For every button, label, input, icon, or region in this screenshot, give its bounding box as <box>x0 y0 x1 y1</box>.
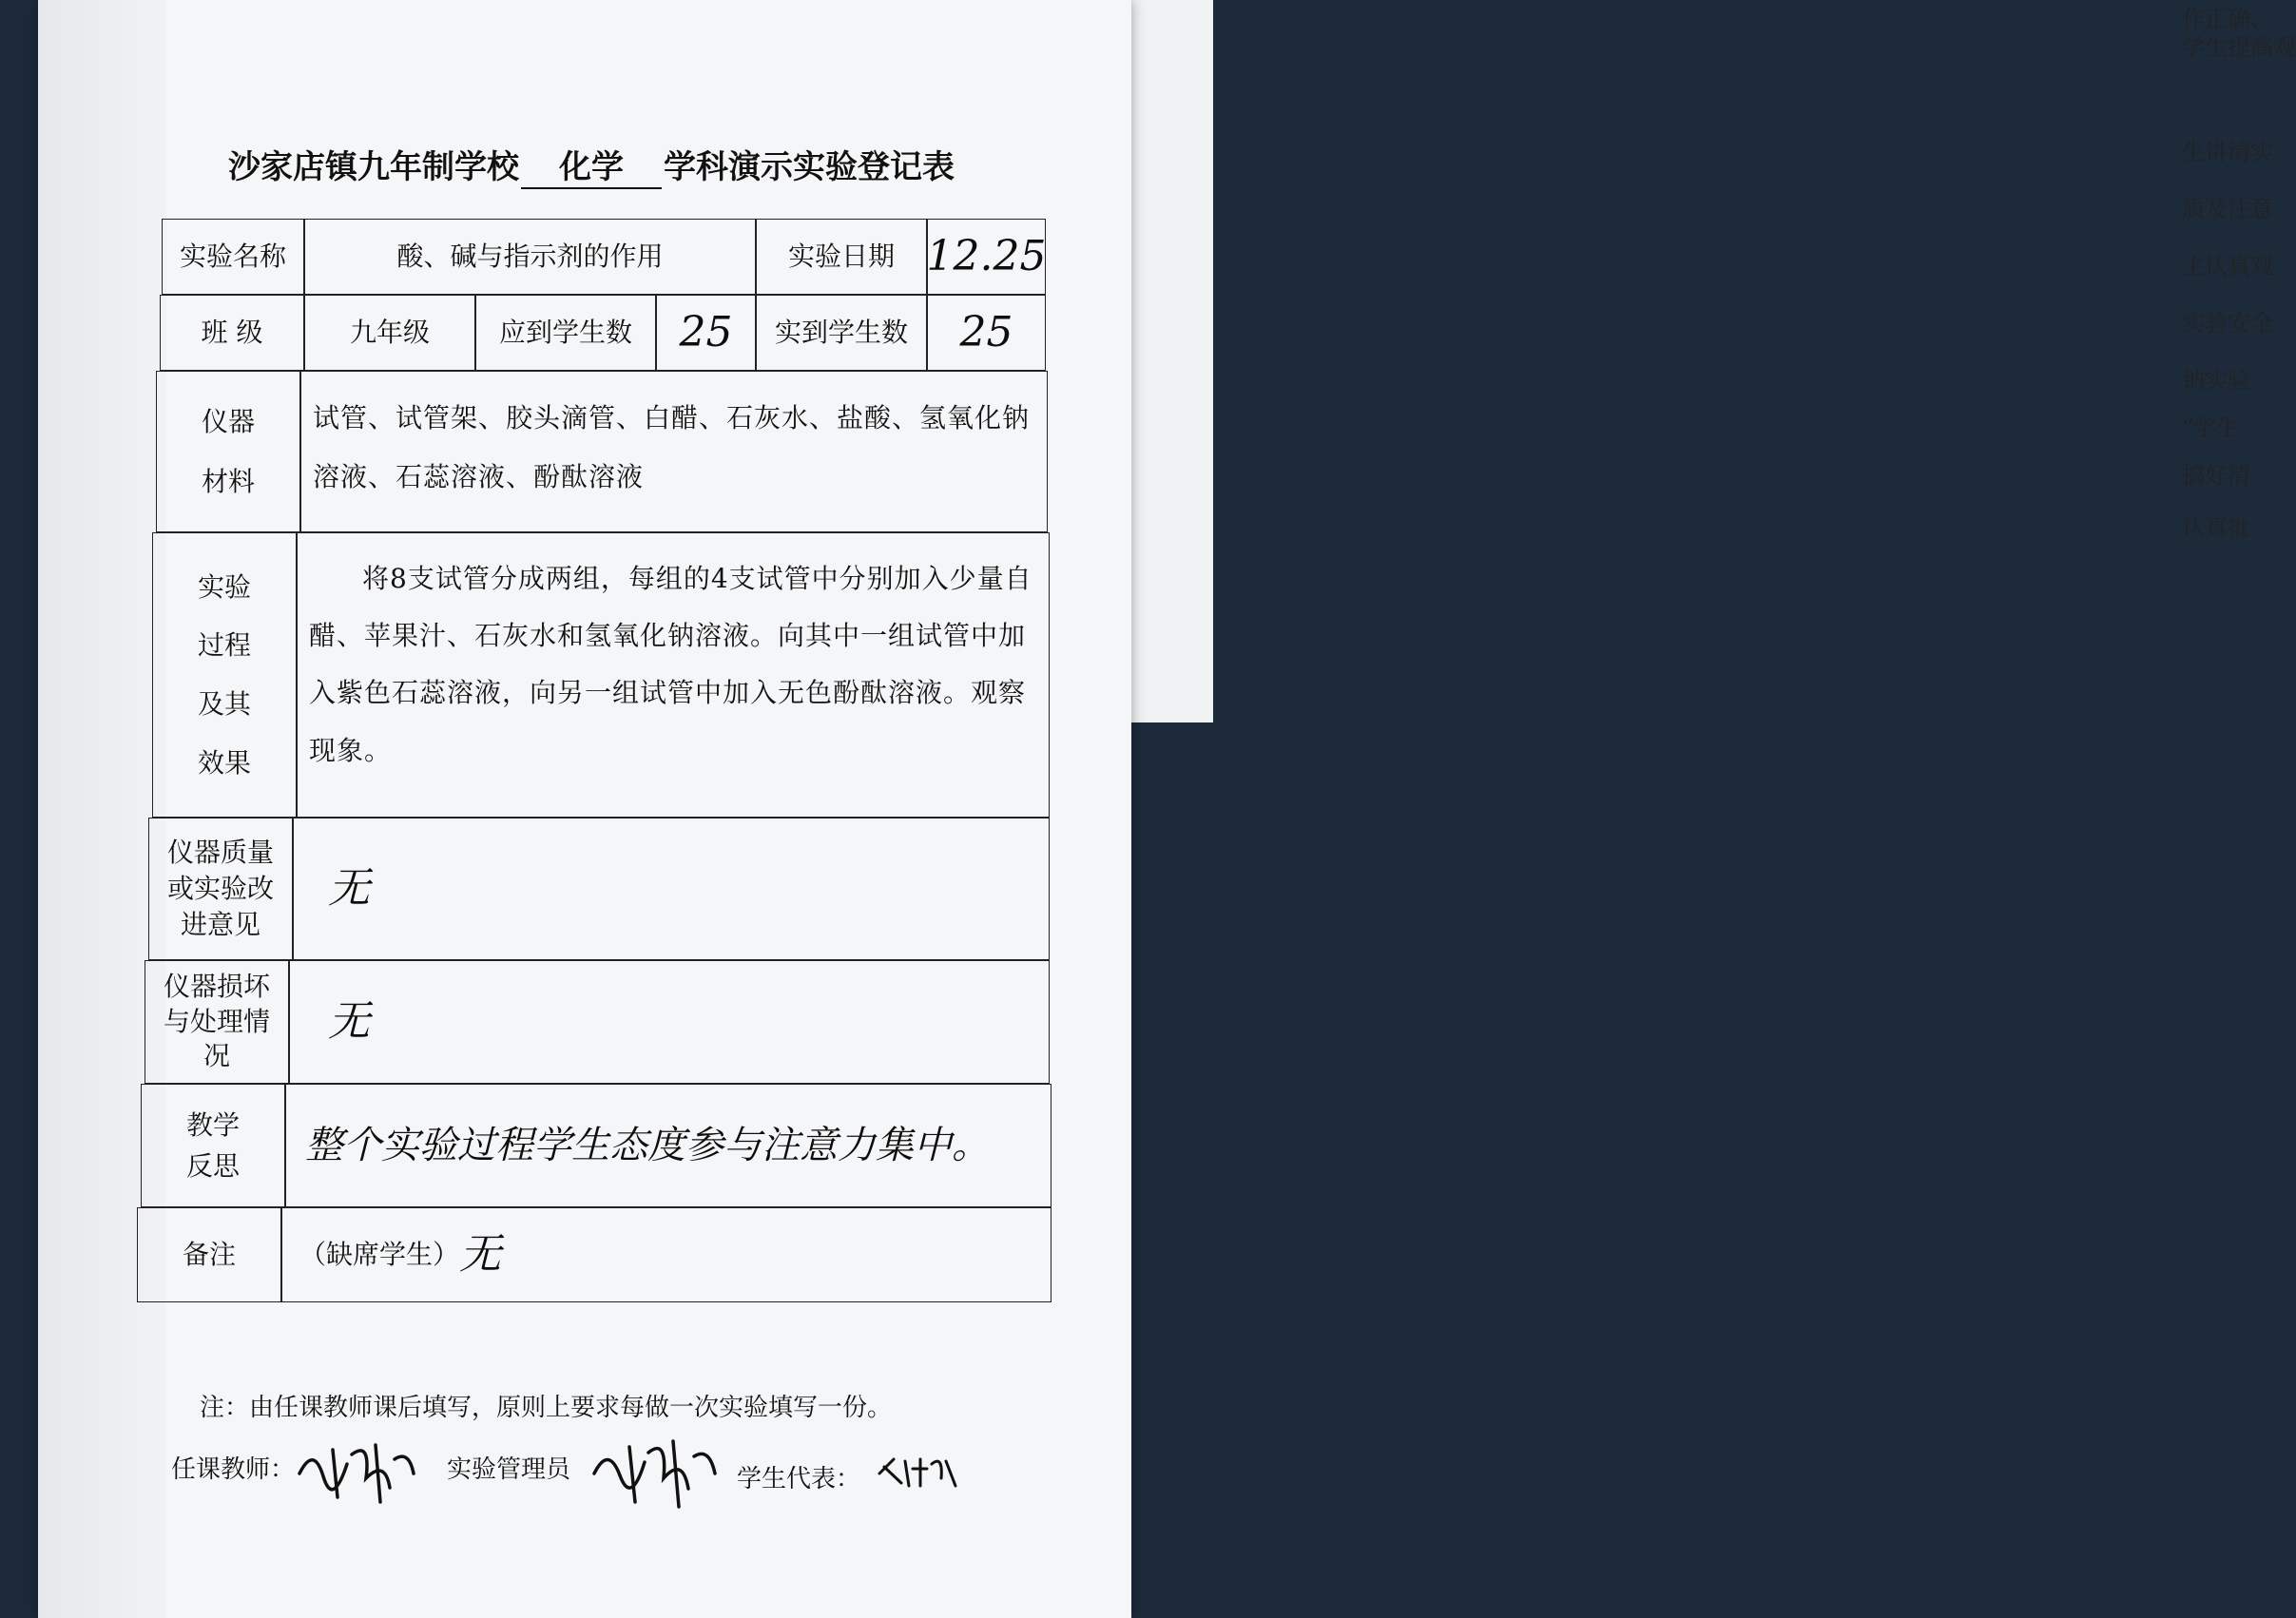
background-text: 搞好清 <box>2182 462 2250 489</box>
title-suffix: 学科演示实验登记表 <box>664 148 955 186</box>
background-text: 质及注意 <box>2182 196 2273 222</box>
remark-value: 无 <box>459 1229 502 1279</box>
damage-value: 无 <box>289 960 1050 1084</box>
background-text: 生讲清实 <box>2182 139 2273 165</box>
footer-note: 注：由任课教师课后填写，原则上要求每做一次实验填写一份。 <box>200 1394 893 1422</box>
remark-prefix: （缺席学生） <box>299 1239 460 1271</box>
expected-students-label: 应到学生数 <box>475 295 656 371</box>
remark-cell <box>281 1207 1052 1302</box>
date-value: 12.25 <box>927 219 1046 295</box>
materials-label-line: 材料 <box>201 466 255 497</box>
page-title <box>228 141 1008 189</box>
student-signature <box>875 1450 960 1493</box>
teacher-signature <box>295 1431 418 1507</box>
experiment-name-label: 实验名称 <box>162 219 304 295</box>
background-text: 认真批 <box>2182 514 2250 541</box>
registration-table <box>133 209 1055 1388</box>
title-subject: 化学 <box>521 141 662 189</box>
materials-label <box>156 371 300 532</box>
reflection-label: 教学反思 <box>141 1084 285 1207</box>
expected-students-value: 25 <box>656 295 756 371</box>
background-text: 钠实验 <box>2182 367 2250 394</box>
signature-row <box>171 1440 1027 1516</box>
class-value: 九年级 <box>304 295 475 371</box>
materials-value: 试管、试管架、胶头滴管、白醋、石灰水、盐酸、氢氧化钠溶液、石蕊溶液、酚酞溶液 <box>300 371 1048 532</box>
manager-signature <box>589 1426 723 1512</box>
background-text: 实验安全 <box>2182 310 2273 337</box>
process-label-line: 效果 <box>197 746 251 779</box>
background-text: 学生提高观 <box>2182 34 2296 61</box>
process-label-line: 过程 <box>197 629 251 662</box>
background-text: 作正确、 <box>2182 6 2273 32</box>
materials-label-line: 仪器 <box>201 405 255 437</box>
teacher-label: 任课教师： <box>171 1455 296 1484</box>
process-label-line: 及其 <box>197 688 251 720</box>
actual-students-value: 25 <box>927 295 1046 371</box>
title-prefix: 沙家店镇九年制学校 <box>228 148 519 186</box>
class-label: 班 级 <box>160 295 304 371</box>
quality-label: 仪器质量或实验改进意见 <box>148 818 293 960</box>
process-label <box>152 532 297 818</box>
date-label: 实验日期 <box>756 219 927 295</box>
process-value: 将8支试管分成两组，每组的4支试管中分别加入少量自醋、苹果汁、石灰水和氢氧化钠溶液。向其中一组试管中加入紫色石蕊溶液，向另一组试管中加入无色酚酞溶液。观察现象。 <box>297 532 1050 818</box>
student-label: 学生代表： <box>737 1465 861 1493</box>
remark-label: 备注 <box>137 1207 281 1302</box>
experiment-name-value: 酸、碱与指示剂的作用 <box>304 219 756 295</box>
actual-students-label: 实到学生数 <box>756 295 927 371</box>
reflection-value: 整个实验过程学生态度参与注意力集中。 <box>285 1084 1052 1207</box>
background-text: “学生 <box>2182 414 2240 441</box>
damage-label: 仪器损坏与处理情况 <box>145 960 289 1084</box>
manager-label: 实验管理员 <box>447 1455 571 1484</box>
quality-value: 无 <box>293 818 1050 960</box>
background-text: 主认真观 <box>2182 253 2273 279</box>
process-label-line: 实验 <box>197 570 251 603</box>
